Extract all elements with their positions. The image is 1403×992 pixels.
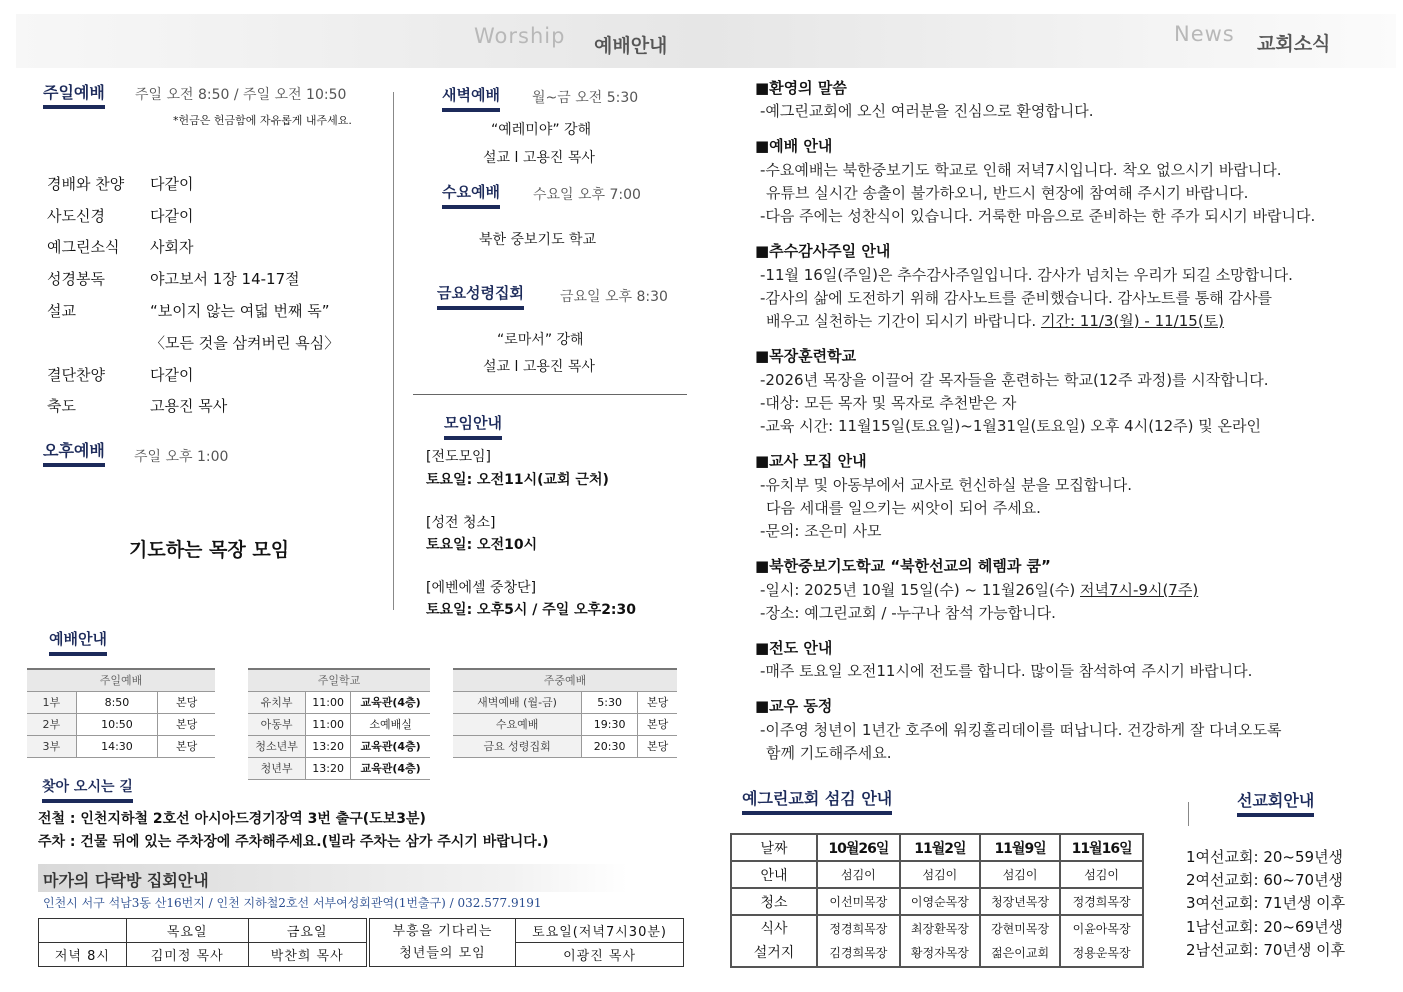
meeting-time: 토요일: 오전10시 [426,537,538,553]
cell: 8:50 [76,691,158,713]
schedule-heading: 예배안내 [49,628,107,656]
table-row [27,735,215,757]
maga-title: 마가의 다락방 집회안내 [43,871,209,890]
worship-ko-title: 예배안내 [594,35,668,57]
table-header: 주일예배 [27,669,215,691]
news-line: -장소: 예그린교회 / -누구나 참석 가능합니다. [760,604,1056,622]
cell: 이영순목장 [900,888,980,915]
cell: 20:30 [582,735,638,757]
news-line-text: -일시: 2025년 10월 15일(수) ~ 11월26일(수) [760,581,1076,599]
maga-youth-cell [368,919,516,967]
order-value: 고용진 목사 [150,397,228,415]
cell: 유치부 [248,691,306,713]
service-heading: 예그린교회 섬김 안내 [742,786,892,815]
news-line: 다음 세대를 일으키는 씨앗이 되어 주세요. [766,499,1041,517]
table-row [731,915,1143,967]
sunday-worship-heading: 주일예배 [43,80,105,109]
wednesday-program: 북한 중보기도 학교 [479,232,597,248]
order-value: 야고보서 1장 14-17절 [150,270,300,288]
cell: 저녁 8시 [39,943,127,967]
order-value: 다같이 [150,366,194,384]
cell: 교육관(4층) [351,735,430,757]
cell: 1부 [27,691,76,713]
cell: 14:30 [76,735,158,757]
news-line: 함께 기도해주세요. [766,744,892,762]
wednesday-worship-heading: 수요예배 [442,181,500,209]
cell-text: 이윤아목장 [1072,922,1131,936]
cell: 이선미목장 [817,888,900,915]
sunday-worship-times: 주일 오전 8:50 / 주일 오전 10:50 [135,87,347,103]
cell: 섬김이 [817,861,900,888]
cell: 아동부 [248,713,306,735]
cell-text: 젊은이교회 [991,946,1050,960]
cell: 11:00 [306,691,351,713]
cell-text: 설거지 [753,945,795,961]
news-line: -2026년 목장을 이끌어 갈 목자들을 훈련하는 학교(12주 과정)를 시작합니다. [760,371,1269,389]
cell-text: 황정자목장 [910,946,969,960]
order-value: 〈모든 것을 삼켜버린 욕심〉 [150,334,340,352]
afternoon-worship-time: 주일 오후 1:00 [134,449,229,465]
cell: 섬김이 [1060,861,1143,888]
directions-parking: 주차 : 건물 뒤에 있는 주차장에 주차해주세요.(빌라 주차는 삼가 주시기 바랍니다.) [38,834,549,850]
cell: 3부 [27,735,76,757]
friday-worship-heading: 금요성령집회 [437,282,524,310]
cell: 교육관(4층) [351,757,430,779]
meeting-time: 토요일: 오후5시 / 주일 오후2:30 [426,602,637,618]
news-line [760,579,1198,600]
table-row [248,735,430,757]
table-row [453,691,677,713]
cell: 본당 [158,735,215,757]
cell: 안내 [731,861,817,888]
afternoon-worship-heading: 오후예배 [43,438,105,467]
cell: 2부 [27,713,76,735]
news-line: -예그린교회에 오신 여러분을 진심으로 환영합니다. [760,102,1094,120]
news-en-title: News [1174,22,1235,46]
cell [731,915,817,967]
maga-table [38,918,684,967]
cell: 13:20 [306,735,351,757]
service-table [730,833,1144,968]
cell-text: 최장환목장 [910,922,969,936]
dawn-worship-heading: 새벽예배 [442,84,500,112]
cell: 금요 성령집회 [453,735,582,757]
news-title: ■교사 모집 안내 [755,452,867,470]
order-value: 다같이 [150,207,194,225]
meeting-time: 토요일: 오전11시(교회 근처) [426,472,609,488]
cell-text: 김경희목장 [829,946,888,960]
table-row [27,713,215,735]
news-line: 유튜브 실시간 송출이 불가하오니, 반드시 현장에 참여해 주시기 바랍니다. [766,184,1249,202]
dawn-series: “예레미야” 강해 [491,122,592,138]
table-row [731,888,1143,915]
cell: 본당 [158,713,215,735]
dawn-worship-time: 월~금 오전 5:30 [532,90,639,106]
cell: 청소 [731,888,817,915]
cell [900,915,980,967]
news-ko-title: 교회소식 [1257,33,1331,55]
meeting-name: [전도모임] [426,449,492,465]
mission-item: 3여선교회: 71년생 이후 [1186,894,1346,912]
news-line: -감사의 삶에 도전하기 위해 감사노트를 준비했습니다. 감사노트를 통해 감사를 [760,289,1273,307]
cell-text: 청년들의 모임 [399,945,486,961]
mission-divider [1188,802,1189,826]
news-title: ■환영의 말씀 [755,79,847,97]
cell: 10월26일 [817,834,900,861]
column-divider [393,92,394,610]
news-title: ■북한중보기도학교 “북한선교의 헤렘과 쿰” [755,557,1051,575]
mission-heading: 선교회안내 [1237,788,1314,817]
dawn-preacher: 설교 l 고용진 목사 [483,150,595,166]
mission-item: 2남선교회: 70년생 이후 [1186,941,1346,959]
cell: 본당 [638,735,677,757]
weekday-schedule-table [453,668,677,758]
news-title: ■추수감사주일 안내 [755,242,891,260]
news-title: ■교우 동정 [755,697,833,715]
table-row [248,713,430,735]
news-title: ■목장훈련학교 [755,347,857,365]
cell: 11월16일 [1060,834,1143,861]
offering-note: *헌금은 헌금함에 자유롭게 내주세요. [173,114,352,127]
friday-series: “로마서” 강해 [497,332,584,348]
news-line-underline: 기간: 11/3(월) - 11/15(토) [1040,312,1225,330]
news-line-underline: 저녁7시-9시(7주) [1080,581,1199,599]
order-label: 사도신경 [47,207,105,225]
cell [817,915,900,967]
cell: 19:30 [582,713,638,735]
cell: 섬김이 [980,861,1060,888]
news-line: -다음 주에는 성찬식이 있습니다. 거룩한 마음으로 준비하는 한 주가 되시기 바랍니다. [760,207,1316,225]
maga-address: 인천시 서구 석남3동 산16번지 / 인천 지하철2호선 서부여성회관역(1번출구) / 032.577.9191 [43,896,542,910]
cell [980,915,1060,967]
cell: 김미정 목사 [126,943,248,967]
sunday-schedule-table [27,668,215,758]
cell: 박찬희 목사 [248,943,368,967]
cell: 청장년목장 [980,888,1060,915]
wednesday-worship-time: 수요일 오후 7:00 [533,187,641,203]
cell: 본당 [158,691,215,713]
order-label: 경배와 찬양 [47,175,125,193]
news-line: -매주 토요일 오전11시에 전도를 합니다. 많이들 참석하여 주시기 바랍니다. [760,662,1253,680]
friday-preacher: 설교 l 고용진 목사 [483,359,595,375]
cell: 13:20 [306,757,351,779]
order-label: 성경봉독 [47,270,105,288]
cell: 11:00 [306,713,351,735]
cell-text: 정경희목장 [829,922,888,936]
cell-text: 강현미목장 [991,922,1050,936]
cell: 본당 [638,713,677,735]
mission-item: 2여선교회: 60~70년생 [1186,871,1344,889]
cell: 청소년부 [248,735,306,757]
meeting-name: [에벤에셀 중창단] [426,580,537,596]
order-value: 사회자 [150,238,194,256]
order-value: 다같이 [150,175,194,193]
cell: 날짜 [731,834,817,861]
cell: 새벽예배 (월-금) [453,691,582,713]
cell: 정경희목장 [1060,888,1143,915]
mission-item: 1여선교회: 20~59년생 [1186,848,1344,866]
cell: 11월9일 [980,834,1060,861]
news-line: -대상: 모든 목자 및 목자로 추천받은 자 [760,394,1017,412]
cell [1060,915,1143,967]
table-row [248,757,430,779]
news-line [766,310,1224,331]
order-label: 결단찬양 [47,366,105,384]
order-value: “보이지 않는 여덟 번째 독” [150,302,330,320]
news-line: -문의: 조은미 사모 [760,522,882,540]
table-header: 금요일 [248,919,368,943]
cell: 수요예배 [453,713,582,735]
cell: 이광진 목사 [516,943,684,967]
table-row [248,691,430,713]
table-row [731,834,1143,861]
cell: 교육관(4층) [351,691,430,713]
news-line: -이주영 청년이 1년간 호주에 워킹홀리데이를 떠납니다. 건강하게 잘 다녀오도록 [760,721,1282,739]
cell: 본당 [638,691,677,713]
news-title: ■전도 안내 [755,639,833,657]
table-header: 토요일(저녁7시30분) [516,919,684,943]
cell: 10:50 [76,713,158,735]
order-label: 축도 [47,397,76,415]
table-row [453,713,677,735]
worship-en-title: Worship [474,24,566,48]
cell-text: 정용운목장 [1072,946,1131,960]
directions-subway: 전철 : 인천지하철 2호선 아시아드경기장역 3번 출구(도보3분) [38,811,426,827]
meeting-name: [성전 청소] [426,515,496,531]
cell-text: 식사 [760,921,788,937]
table-row [27,691,215,713]
cell: 소예배실 [351,713,430,735]
table-row [453,735,677,757]
news-title: ■예배 안내 [755,137,833,155]
cell: 청년부 [248,757,306,779]
news-line: -수요예배는 북한중보기도 학교로 인해 저녁7시입니다. 착오 없으시기 바랍니다. [760,161,1282,179]
order-label: 예그린소식 [47,238,120,256]
cell: 섬김이 [900,861,980,888]
friday-worship-time: 금요일 오후 8:30 [560,289,668,305]
table-header: 주중예배 [453,669,677,691]
order-label: 설교 [47,302,76,320]
cell: 11월2일 [900,834,980,861]
news-line: -교육 시간: 11월15일(토요일)~1월31일(토요일) 오후 4시(12주) 및 온라인 [760,417,1261,435]
table-header: 주일학교 [248,669,430,691]
meetings-heading: 모임안내 [444,412,502,440]
news-line: -유치부 및 아동부에서 교사로 헌신하실 분을 모집합니다. [760,476,1133,494]
table-row [731,861,1143,888]
mission-item: 1남선교회: 20~69년생 [1186,918,1344,936]
news-line: -11월 16일(주일)은 추수감사주일입니다. 감사가 넘치는 우리가 되길 소망합니다. [760,266,1293,284]
news-line-text: 배우고 실천하는 기간이 되시기 바랍니다. [766,312,1037,330]
table-header: 목요일 [126,919,248,943]
school-schedule-table [248,668,430,780]
cell-text: 부흥을 기다리는 [392,923,493,939]
cell: 5:30 [582,691,638,713]
section-divider [413,394,687,395]
directions-heading: 찾아 오시는 길 [42,776,133,803]
afternoon-program: 기도하는 목장 모임 [129,539,290,561]
